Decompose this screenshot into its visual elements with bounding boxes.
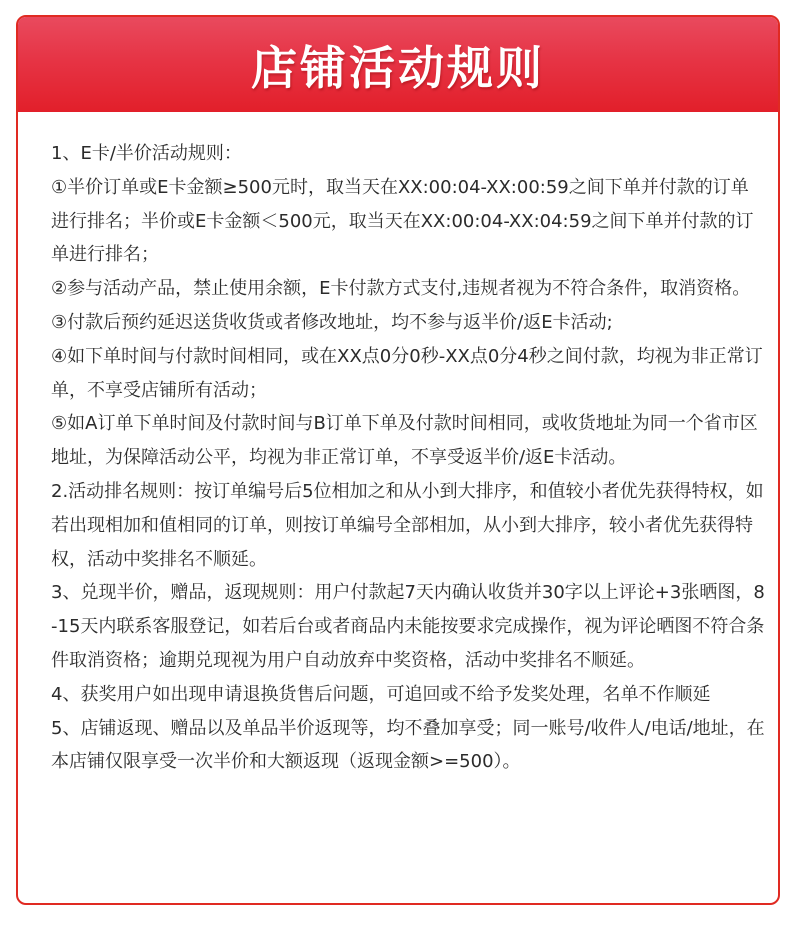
rule-item-3: ③付款后预约延迟送货收货或者修改地址，均不参与返半价/返E卡活动; [51, 311, 613, 333]
header-banner [18, 17, 778, 112]
rule-section-4: 4、获奖用户如出现申请退换货售后问题，可追回或不给予发奖处理，名单不作顺延 [51, 683, 711, 705]
rule-item-4: ④如下单时间与付款时间相同，或在XX点0分0秒-XX点0分4秒之间付款，均视为非正常订单，不享受店铺所有活动； [51, 345, 763, 401]
rule-section-2: 2.活动排名规则：按订单编号后5位相加之和从小到大排序，和值较小者优先获得特权，如若出现相加和值相同的订单，则按订单编号全部相加，从小到大排序，较小者优先获得特权，活动中奖排名不顺延。 [51, 480, 764, 570]
rules-content [51, 137, 766, 779]
rule-section-3: 3、兑现半价，赠品，返现规则：用户付款起7天内确认收货并30字以上评论+3张晒图，8-15天内联系客服登记，如若后台或者商品内未能按要求完成操作，视为评论晒图不符合条件取消资格；逾期兑现视为用户自动放弃中奖资格，活动中奖排名不顺延。 [51, 582, 765, 671]
rule-item-1: ①半价订单或E卡金额≥500元时，取当天在XX:00:04-XX:00:59之间下单并付款的订单进行排名；半价或E卡金额＜500元，取当天在XX:00:04-XX:04:59之间下单并付款的订单进行排名； [51, 176, 754, 266]
rule-item-5: ⑤如A订单下单时间及付款时间与B订单下单及付款时间相同，或收货地址为同一个省市区地址，为保障活动公平，均视为非正常订单，不享受返半价/返E卡活动。 [51, 413, 758, 469]
page-title: 店铺活动规则 [251, 40, 545, 95]
rules-card [16, 15, 780, 905]
rule-section-1-heading: 1、E卡/半价活动规则： [51, 143, 242, 164]
rule-section-5: 5、店铺返现、赠品以及单品半价返现等，均不叠加享受；同一账号/收件人/电话/地址，在本店铺仅限享受一次半价和大额返现（返现金额>=500）。 [51, 717, 765, 773]
rule-item-2: ②参与活动产品，禁止使用余额，E卡付款方式支付,违规者视为不符合条件，取消资格。 [51, 278, 751, 300]
